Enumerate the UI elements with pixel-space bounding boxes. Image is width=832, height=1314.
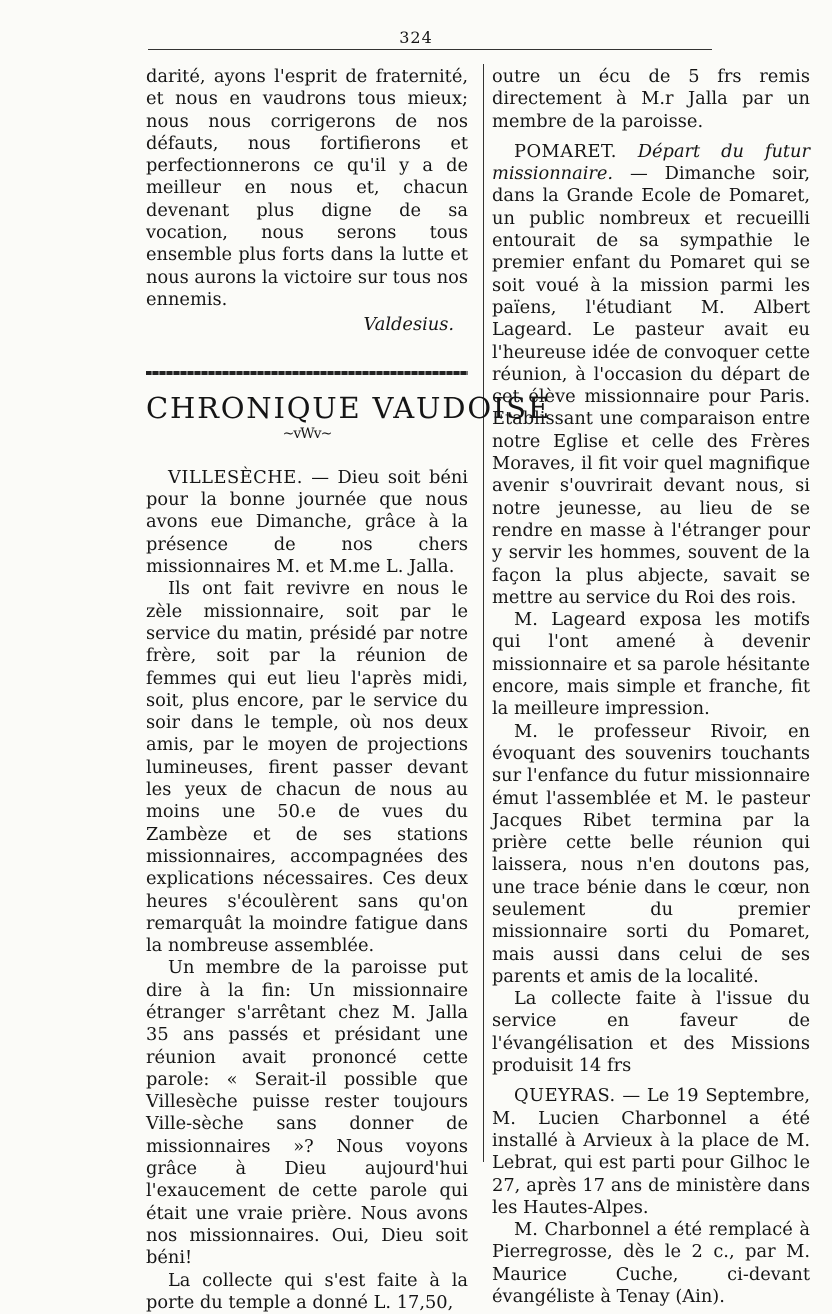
pomaret-paragraph-3: M. le professeur Rivoir, en évoquant des souvenirs touchants sur l'enfance du futur missionnaire émut l'assemblée et M. le pasteur Jacques Ribet termina par la prière cette belle réunion qui laissera, nous n'en doutons pas, une trace bénie dans le cœur, non seulement du premier missionnaire sorti du Pomaret, mais aussi dans celui de ses parents et amis de la localité. [492,720,810,987]
pomaret-paragraph-1 [492,141,810,609]
queyras-paragraph-1 [492,1085,810,1219]
pomaret-label: POMARET. [514,140,617,162]
section-title: CHRONIQUE VAUDOISE [146,390,551,425]
page-number: 324 [399,28,433,47]
signature: Valdesius. [363,314,454,336]
villeseche-text-1: — Dieu soit béni pour la bonne journée que nous avons eue Dimanche, grâce à la présence de nos chers missionnaires M. et M.me L. Jalla. [146,466,468,578]
top-rule [148,49,712,50]
queyras-text-1: — Le 19 Septembre, M. Lucien Charbonnel a été installé à Arvieux à la place de M. Lebrat, qui est parti pour Gilhoc le 27, après 17 ans de ministère dans les Hautes-Alpes. [492,1085,810,1218]
left-column [146,66,551,1314]
decorative-rule [146,371,468,375]
queyras-paragraph-2: M. Charbonnel a été remplacé à Pierregrosse, dès le 2 c., par M. Maurice Cuche, ci-devant évangéliste à Tenay (Ain). [492,1219,810,1308]
villeseche-paragraph-2: Ils ont fait revivre en nous le zèle missionnaire, soit par le service du matin, présidé par notre frère, soit par la réunion de femmes qui eut lieu l'après midi, soit, plus encore, par le service du soir dans le temple, où nos deux amis, par le moyen de projections lumineuses, firent passer devant les yeux de chacun de nous au moins une 50.e de vues du Zambèze et de ses stations missionnaires, accompagnées des explications nécessaires. Ces deux heures s'écoulèrent sans qu'on remarquât la moindre fatigue dans la nombreuse assemblée. [146,578,468,957]
pomaret-paragraph-2: M. Lageard exposa les motifs qui l'ont amené à devenir missionnaire et sa parole hésitante encore, mais simple et franche, fit la meilleure impression. [492,609,810,720]
pomaret-subtitle: Départ du futur missionnaire. [492,140,810,185]
villeseche-paragraph-3: Un membre de la paroisse put dire à la fin: Un missionnaire étranger s'arrêtant chez M. Jalla 35 ans passés et présidant une réunion avait prononcé cette parole: « Serait-il possible que Villesèche puisse rester toujours Ville-sèche sans donner de missionnaires »? Nous voyons grâce à Dieu aujourd'hui l'exaucement de cette parole qui était une vraie prière. Nous avons nos missionnaires. Oui, Dieu soit béni! [146,957,468,1269]
villeseche-label: VILLESÈCHE. [168,466,303,488]
pomaret-text-1: — Dimanche soir, dans la Grande Ecole de Pomaret, un public nombreux et recueilli entourait de sa sympathie le premier enfant du Pomaret qui se soit voué à la mission parmi les païens, l'étudiant M. Albert Lageard. Le pasteur avait eu l'heureuse idée de convoquer cette réunion, à l'occasion du départ de cet élève missionnaire pour Paris. Etablissant une comparaison entre notre Eglise et celle des Frères Moraves, il fit voir quel magnifique avenir s'ouvrirait devant nous, si notre jeunesse, au lieu de se rendre en masse à l'étranger pour y servir les hommes, souvent de la façon la plus abjecte, savait se mettre au service du Roi des rois. [492,163,810,608]
ornament: ~vWv~ [282,425,332,442]
closing-paragraph: darité, ayons l'esprit de fraternité, et nous en vaudrons tous mieux; nous nous corrigerons de nos défauts, nous fortifierons et perfectionnerons ce qu'il y a de meilleur en nous et, chacun devenant plus digne de sa vocation, nous serons tous ensemble plus forts dans la lutte et nous aurons la victoire sur tous nos ennemis. [146,66,468,310]
queyras-label: QUEYRAS. [514,1085,616,1107]
pomaret-paragraph-4: La collecte faite à l'issue du service en faveur de l'évangélisation et des Missions produisit 14 frs [492,988,810,1077]
villeseche-paragraph-1 [146,467,468,578]
collection-continuation: outre un écu de 5 frs remis directement à M.r Jalla par un membre de la paroisse. [492,66,810,132]
villeseche-paragraph-4: La collecte qui s'est faite à la porte du temple a donné L. 17,50, [146,1269,468,1313]
column-divider [483,64,484,1162]
right-column [492,66,810,1308]
